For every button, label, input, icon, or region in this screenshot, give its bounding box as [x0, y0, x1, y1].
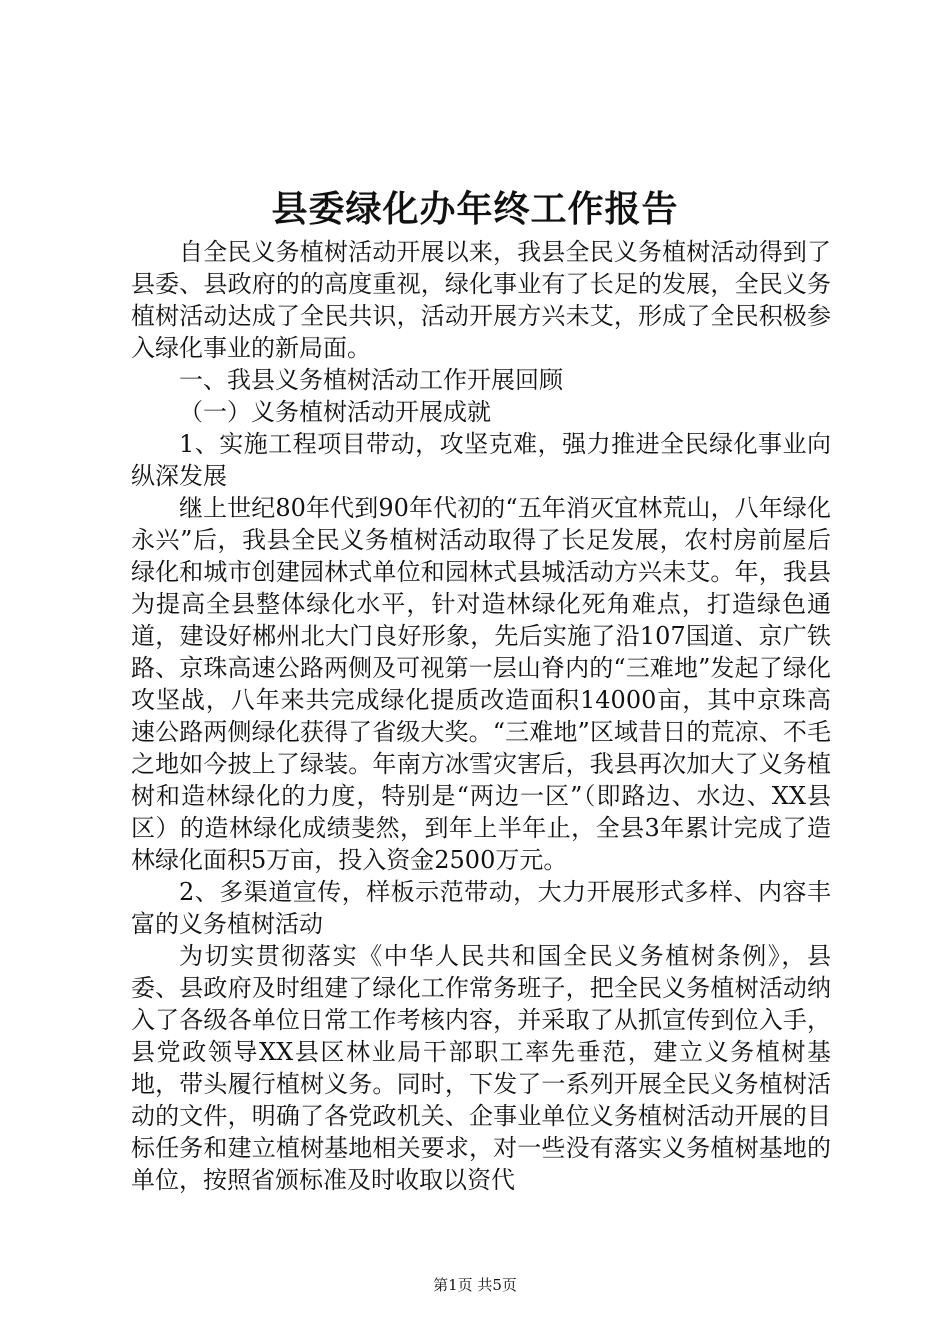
page-number-footer: 第1页 共5页 [433, 1276, 517, 1294]
document-body [131, 236, 831, 1196]
document-title: 县委绿化办年终工作报告 [271, 189, 679, 230]
section-heading-1: 一、我县义务植树活动工作开展回顾 [179, 366, 563, 394]
item-heading-1: 1、实施工程项目带动，攻坚克难，强力推进全民绿化事业向纵深发展 [131, 430, 831, 490]
paragraph-item-2: 为切实贯彻落实《中华人民共和国全民义务植树条例》，县委、县政府及时组建了绿化工作常务班子，把全民义务植树活动纳入了各级各单位日常工作考核内容，并采取了从抓宣传到位入手，县党政领导XX县区林业局干部职工率先垂范，建立义务植树基地，带头履行植树义务。同时，下发了一系列开展全民义务植树活动的文件，明确了各党政机关、企事业单位义务植树活动开展的目标任务和建立植树基地相关要求，对一些没有落实义务植树基地的单位，按照省颁标准及时收取以资代 [131, 942, 831, 1194]
subsection-heading-1: （一）义务植树活动开展成就 [179, 398, 491, 426]
paragraph-item-1: 继上世纪80年代到90年代初的“五年消灭宜林荒山，八年绿化永兴”后，我县全民义务植树活动取得了长足发展，农村房前屋后绿化和城市创建园林式单位和园林式县城活动方兴未艾。年，我县为提高全县整体绿化水平，针对造林绿化死角难点，打造绿色通道，建设好郴州北大门良好形象，先后实施了沿107国道、京广铁路、京珠高速公路两侧及可视第一层山脊内的“三难地”发起了绿化攻坚战，八年来共完成绿化提质改造面积14000亩，其中京珠高速公路两侧绿化获得了省级大奖。“三难地”区域昔日的荒凉、不毛之地如今披上了绿装。年南方冰雪灾害后，我县再次加大了义务植树和造林绿化的力度，特别是“两边一区”（即路边、水边、XX县区）的造林绿化成绩斐然，到年上半年止，全县3年累计完成了造林绿化面积5万亩，投入资金2500万元。 [131, 494, 831, 874]
paragraph-intro: 自全民义务植树活动开展以来，我县全民义务植树活动得到了县委、县政府的的高度重视，绿化事业有了长足的发展，全民义务植树活动达成了全民共识，活动开展方兴未艾，形成了全民积极参入绿化事业的新局面。 [131, 238, 831, 362]
item-heading-2: 2、多渠道宣传，样板示范带动，大力开展形式多样、内容丰富的义务植树活动 [131, 878, 831, 938]
